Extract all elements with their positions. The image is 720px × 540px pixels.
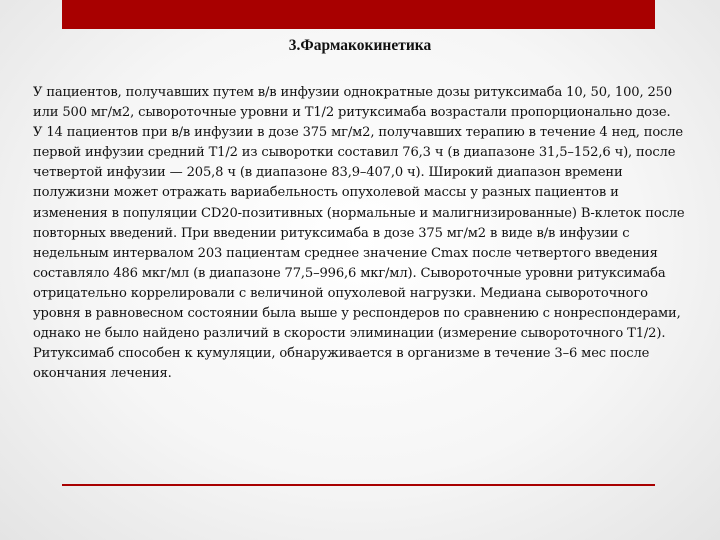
- paragraph-half-life-details: У 14 пациентов при в/в инфузии в дозе 375 мг/м2, получавших терапию в течение 4 нед, после первой инфузии средний Т1/2 из сыворотки составил 76,3 ч (в диапазоне 31,5–152,6 ч), после четвертой инфузии — 205,8 ч (в диапазоне 83,9–407,0 ч). Широкий диапазон времени полужизни может отражать вариабельность опухолевой массы у разных пациентов и изменения в популяции CD20-позитивных (нормальные и малигнизированные) В-клеток после повторных введений. При введении ритуксимаба в дозе 375 мг/м2 в виде в/в инфузии с недельным интервалом 203 пациентам среднее значение Cmax после четвертого введения составляло 486 мкг/мл (в диапазоне 77,5–996,6 мкг/мл). Сывороточные уровни ритуксимаба отрицательно коррелировали с величиной опухолевой нагрузки. Медиана сывороточного уровня в равновесном состоянии была выше у респондеров по сравнению с нонреспондерами, однако не было найдено различий в скорости элиминации (измерение сывороточного Т1/2). Ритуксимаб способен к кумуляции, обнаруживается в организме в течение 3–6 мес после окончания лечения.: [33, 125, 685, 382]
- slide-title: 3.Фармакокинетика: [288, 37, 432, 54]
- paragraph-dose-proportionality: У пациентов, получавших путем в/в инфузии однократные дозы ритуксимаба 10, 50, 100, 250 или 500 мг/м2, сывороточные уровни и Т1/2 ритуксимаба возрастали пропорционально дозе.: [33, 85, 673, 121]
- slide-body: [33, 83, 697, 384]
- top-accent-bar: [62, 0, 655, 29]
- bottom-divider-line: [62, 484, 655, 486]
